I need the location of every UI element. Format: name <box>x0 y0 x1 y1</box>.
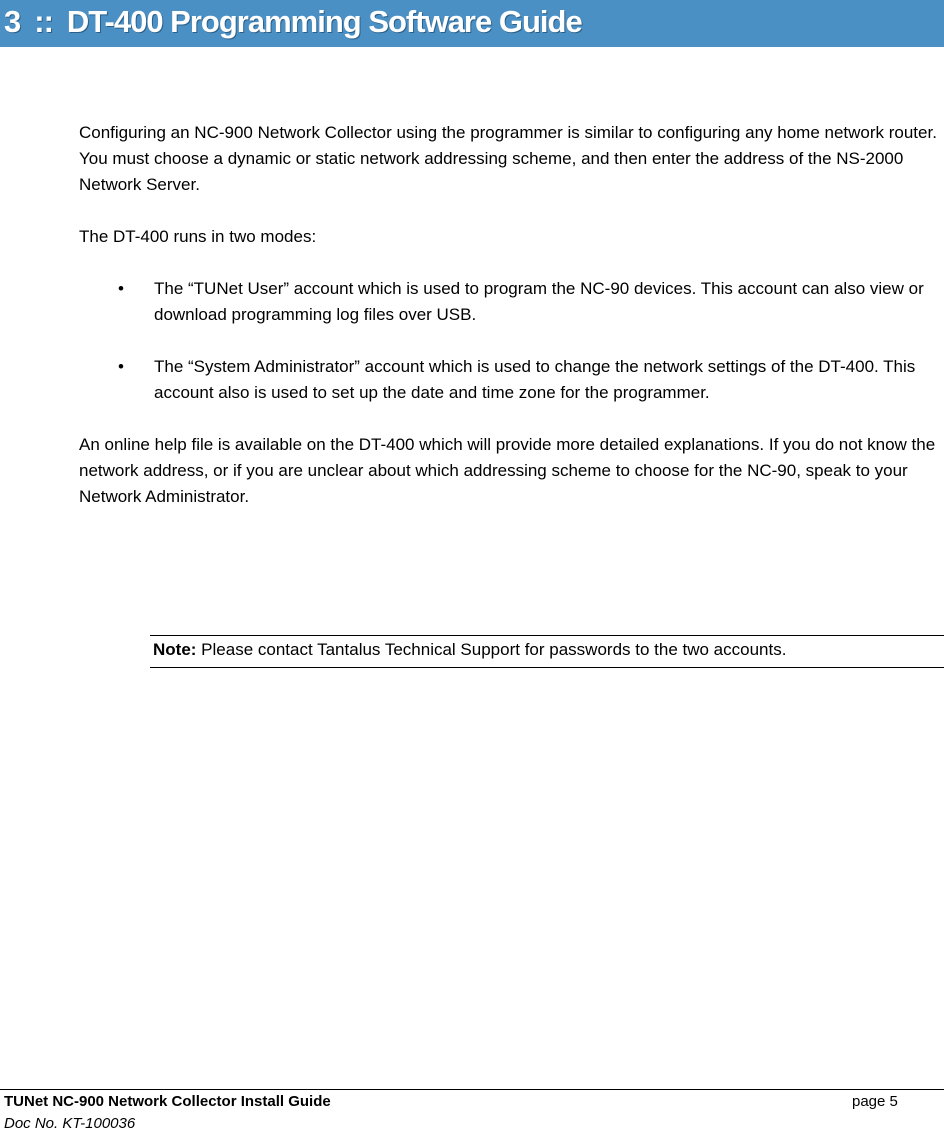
note-callout <box>150 635 944 668</box>
note-content <box>150 636 944 664</box>
list-item <box>79 354 939 406</box>
section-heading <box>4 4 582 40</box>
section-header-bar <box>0 0 944 47</box>
bullet-icon: • <box>118 279 124 298</box>
modes-intro-paragraph: The DT-400 runs in two modes: <box>79 227 317 246</box>
note-text: Please contact Tantalus Technical Support for passwords to the two accounts. <box>196 640 787 659</box>
footer-divider <box>0 1089 944 1090</box>
footer-page-number: page 5 <box>852 1093 898 1110</box>
footer-document-title: TUNet NC-900 Network Collector Install Guide <box>4 1093 331 1110</box>
list-item-text: The “System Administrator” account which is used to change the network settings of the DT-400. This account also is used to set up the date and time zone for the programmer. <box>154 357 916 402</box>
section-number: 3 <box>4 4 21 39</box>
footer-document-number: Doc No. KT-100036 <box>4 1115 136 1132</box>
document-body <box>79 120 939 510</box>
section-separator: :: <box>34 4 53 39</box>
modes-list <box>79 276 939 406</box>
list-item-text: The “TUNet User” account which is used to program the NC-90 devices. This account can also view or download programming log files over USB. <box>154 279 924 324</box>
section-title: DT-400 Programming Software Guide <box>66 4 582 39</box>
note-label: Note: <box>153 640 197 659</box>
help-paragraph: An online help file is available on the DT-400 which will provide more detailed explanations. If you do not know the network address, or if you are unclear about which addressing scheme to choose for the NC-90, speak to your Network Administrator. <box>79 435 936 506</box>
intro-paragraph: Configuring an NC-900 Network Collector using the programmer is similar to configuring any home network router. You must choose a dynamic or static network addressing scheme, and then enter the address of the NS-2000 Network Server. <box>79 123 937 194</box>
bullet-icon: • <box>118 357 124 376</box>
list-item <box>79 276 939 328</box>
